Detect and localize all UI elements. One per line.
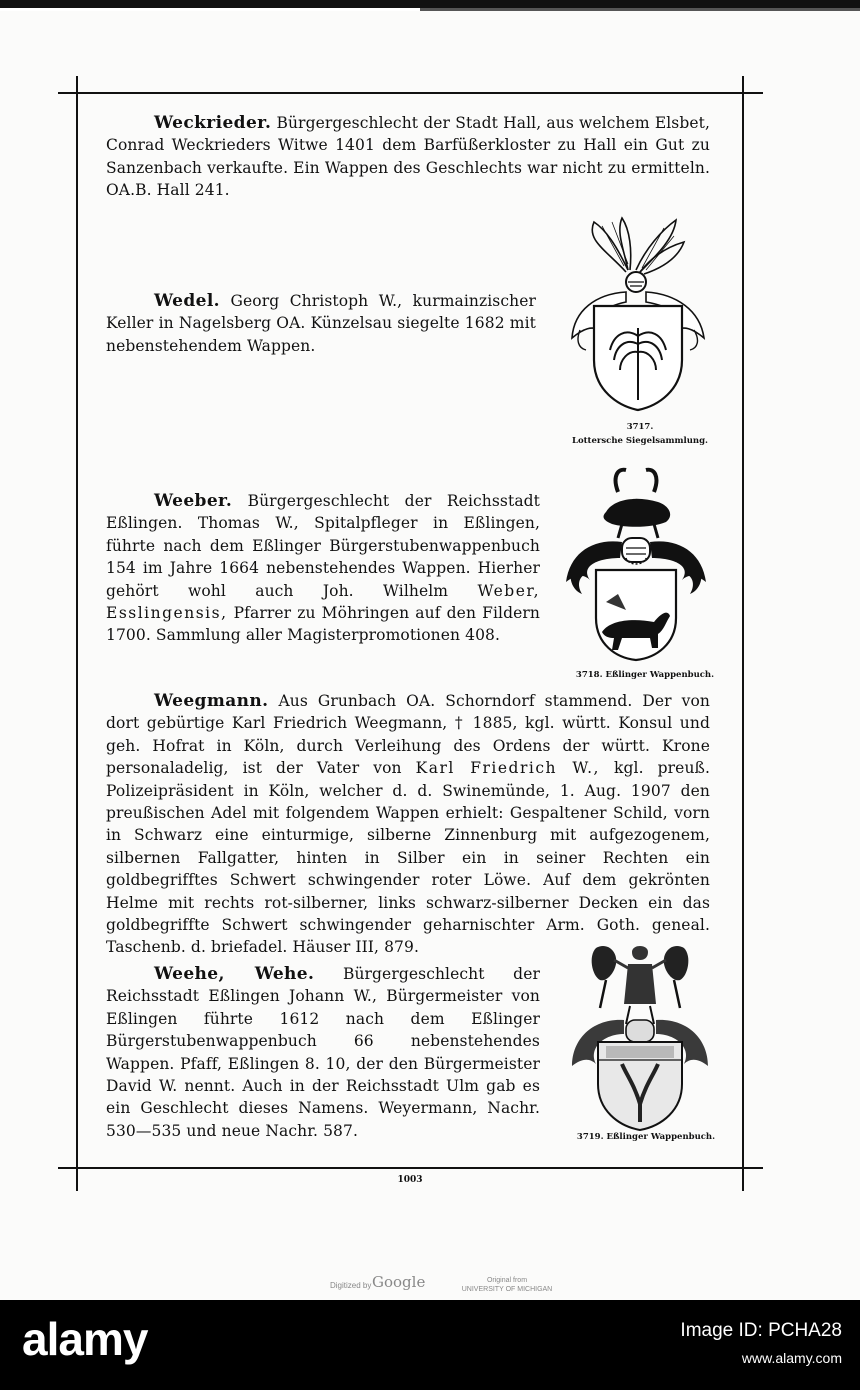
entry-weegmann xyxy=(106,690,710,959)
original-from xyxy=(452,1276,562,1294)
entry-heading: Weckrieder. xyxy=(154,113,272,133)
figure-caption-3719: 3719. Eßlinger Wappenbuch. xyxy=(576,1132,716,1142)
crest-animal xyxy=(604,499,671,527)
frame-bottom-rule xyxy=(58,1167,763,1169)
watermark-url: www.alamy.com xyxy=(741,1350,842,1366)
entry-text: Aus Grunbach OA. Schorndorf stammend. Der von dort gebürtige Karl Friedrich Weegmann, † 1885, kgl. württ. Konsul und geh. Hofrat in Köln, durch Verleihung des Ordens der württ. Krone personaladelig, ist der Vater von xyxy=(106,692,710,778)
entry-text: Bürgergeschlecht der Stadt Hall, aus welchem Elsbet, Conrad Weckrieders Witwe 1401 dem Barfüßerkloster zu Hall ein Gut zu Sanzenbach verkaufte. Ein Wappen des Geschlechts war nicht zu ermitteln. OA.B. Hall 241. xyxy=(106,114,711,200)
original-from-label: Original from xyxy=(486,1277,528,1284)
google-logo: Google xyxy=(372,1273,426,1291)
entry-text: kgl. preuß. Polizeipräsident in Köln, welcher d. d. Swinemünde, 1. Aug. 1907 den preußischen Adel mit folgendem Wappen erhielt: Gespaltener Schild, vorn in Schwarz eine einturmige, silberne Zinnenburg mit aufgezogenem, silbernen Fallgatter, hinten in Silber ein in seiner Rechten ein goldbegrifftes Schwert schwingender roter Löwe. Auf dem gekrönten Helme mit rechts rot-silberner, links schwarz-silberner Decken ein das goldbegriffte Schwert schwingender geharnischter Arm. Goth. geneal. Taschenb. d. briefadel. Häuser III, 879. xyxy=(106,759,711,957)
entry-text-spaced: Karl Friedrich W., xyxy=(415,759,600,778)
page-number: 1003 xyxy=(397,1175,423,1185)
digitized-by xyxy=(330,1281,371,1290)
entry-wedel xyxy=(106,290,536,357)
entry-text: Pfarrer zu Möhringen auf den Fildern 1700. Sammlung aller Magisterpromotionen 408. xyxy=(106,604,540,645)
crest-figure xyxy=(624,946,656,1004)
entry-heading: Weegmann. xyxy=(154,691,269,711)
watermark-image-id: Image ID: PCHA28 xyxy=(680,1320,842,1341)
entry-weeber xyxy=(106,490,540,647)
entry-heading: Wedel. xyxy=(154,291,221,311)
helmet xyxy=(626,1020,654,1042)
entry-text: Bürgergeschlecht der Reichsstadt Eßlingen. Thomas W., Spitalpfleger in Eßlingen, führte nach dem Eßlinger Bürgerstubenwappenbuch 154 im Jahre 1664 nebenstehendes Wappen. Hierher gehört wohl auch Joh. Wilhelm xyxy=(106,492,541,600)
entry-heading: Weeber. xyxy=(154,491,233,511)
entry-heading: Weehe, Wehe. xyxy=(154,964,315,984)
coat-of-arms-3719 xyxy=(566,934,714,1134)
figure-caption-3717: Lottersche Siegelsammlung. xyxy=(571,436,709,446)
coat-of-arms-3717 xyxy=(566,210,710,415)
frame-top-rule xyxy=(58,92,763,94)
digitized-label: Digitized by xyxy=(330,1281,372,1290)
entry-text-spaced: Weber, Esslingensis, xyxy=(106,581,541,623)
frame-left-rule xyxy=(76,76,78,1191)
watermark-logo: alamy xyxy=(22,1313,148,1365)
coat-of-arms-3718 xyxy=(562,462,710,662)
entry-text: Bürgergeschlecht der Reichsstadt Eßlingen Johann W., Bürgermeister von Eßlingen führte 1612 nach dem Eßlinger Bürgerstubenwappenbuch 66 nebenstehendes Wappen. Pfaff, Eßlingen 8. 10, der den Bürgermeister David W. nennt. Auch in der Reichsstadt Ulm gab es ein Geschlecht dieses Namens. Weyermann, Nachr. 530—535 und neue Nachr. 587. xyxy=(106,965,540,1140)
entry-weehe xyxy=(106,963,540,1142)
figure-number-3717: 3717. xyxy=(626,422,654,432)
university-label: UNIVERSITY OF MICHIGAN xyxy=(461,1286,553,1293)
entry-weckrieder xyxy=(106,112,710,202)
figure-caption-3718: 3718. Eßlinger Wappenbuch. xyxy=(575,670,715,680)
frame-right-rule xyxy=(742,76,744,1191)
scan-top-edge xyxy=(0,0,860,8)
entry-text: Georg Christoph W., kurmainzischer Keller in Nagelsberg OA. Künzelsau siegelte 1682 mit nebenstehendem Wappen. xyxy=(106,292,537,355)
